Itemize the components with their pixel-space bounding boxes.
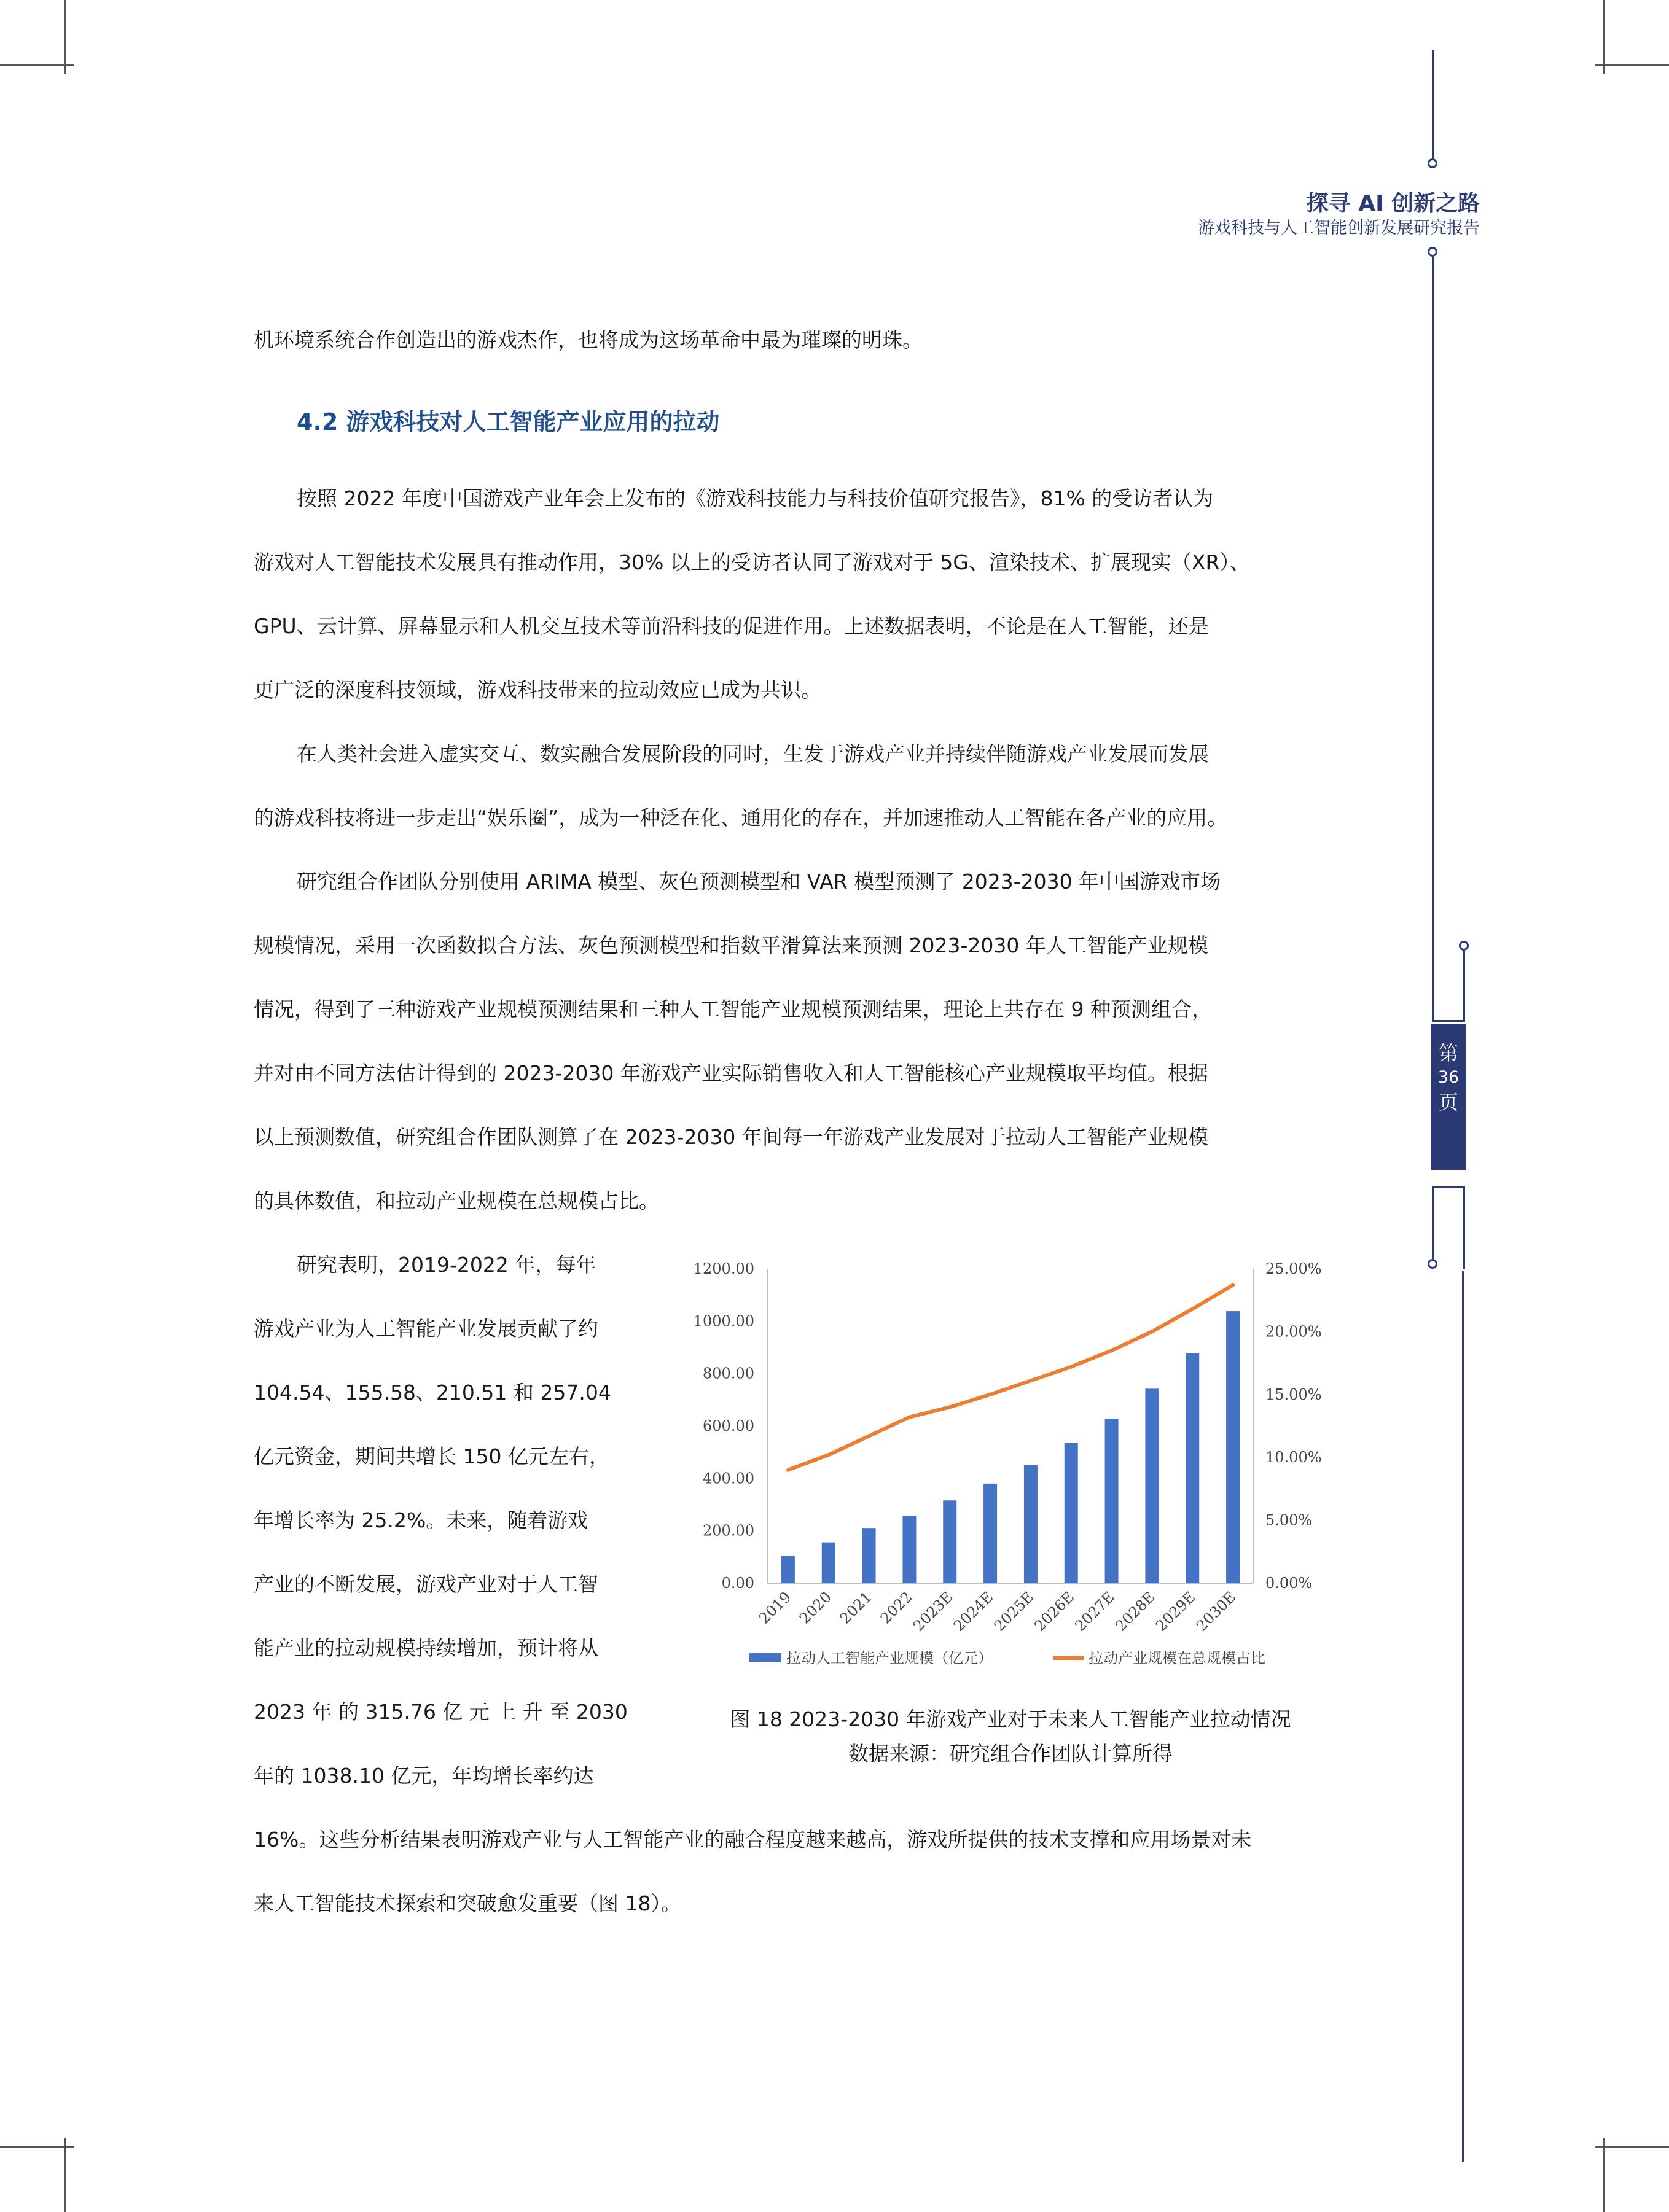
y-left-tick-label: 0.00 [721, 1575, 754, 1592]
bar [1065, 1443, 1078, 1583]
legend-label-line: 拉动产业规模在总规模占比 [1089, 1649, 1265, 1667]
paragraph-line: 并对由不同方法估计得到的 2023-2030 年游戏产业实际销售收入和人工智能核心产业规模取平均值。根据 [254, 1061, 1208, 1085]
paragraph-line: 情况，得到了三种游戏产业规模预测结果和三种人工智能产业规模预测结果，理论上共存在 9 种预测组合， [254, 997, 1212, 1021]
page-label-bottom: 页 [1438, 1091, 1458, 1114]
bar [781, 1556, 795, 1583]
paragraph-line: 16%。这些分析结果表明游戏产业与人工智能产业的融合程度越来越高，游戏所提供的技术支撑和应用场景对未 [254, 1828, 1252, 1852]
x-tick-label: 2022 [877, 1588, 916, 1627]
paragraph-line: 104.54、155.58、210.51 和 257.04 [254, 1381, 611, 1404]
paragraph-line: 研究表明，2019-2022 年，每年 [297, 1253, 596, 1277]
paragraph-line: 在人类社会进入虚实交互、数实融合发展阶段的同时，生发于游戏产业并持续伴随游戏产业发展而发展 [297, 742, 1209, 766]
rail-line [1432, 1020, 1465, 1022]
paragraph-line: 亿元资金，期间共增长 150 亿元左右， [254, 1444, 609, 1468]
x-tick-label: 2023E [910, 1588, 956, 1635]
crop-mark [64, 2138, 66, 2212]
paragraph-line: 能产业的拉动规模持续增加，预计将从 [254, 1636, 598, 1660]
crop-mark [64, 0, 66, 74]
y-left-tick-label: 1000.00 [693, 1312, 754, 1330]
x-tick-label: 2026E [1031, 1588, 1077, 1635]
x-tick-label: 2029E [1152, 1588, 1199, 1635]
y-left-tick-label: 600.00 [703, 1417, 754, 1435]
bar [1186, 1353, 1199, 1583]
rail-node [1459, 941, 1469, 951]
paragraph-line: 按照 2022 年度中国游戏产业年会上发布的《游戏科技能力与科技价值研究报告》，81% 的受访者认为 [297, 486, 1214, 510]
paragraph-line: 规模情况，采用一次函数拟合方法、灰色预测模型和指数平滑算法来预测 2023-2030 年人工智能产业规模 [254, 933, 1208, 957]
x-tick-label: 2019 [756, 1588, 795, 1627]
crop-mark [0, 64, 74, 66]
crop-mark [0, 2146, 74, 2148]
combo-chart [676, 1247, 1364, 1689]
bar [862, 1528, 876, 1583]
y-right-tick-label: 15.00% [1265, 1385, 1322, 1403]
bar [943, 1500, 956, 1583]
paragraph-line: 产业的不断发展，游戏产业对于人工智 [254, 1572, 598, 1596]
bar [902, 1516, 916, 1583]
y-left-tick-label: 800.00 [703, 1365, 754, 1382]
paragraph-line: 年的 1038.10 亿元，年均增长率约达 [254, 1764, 594, 1788]
figure-caption: 图 18 2023-2030 年游戏产业对于未来人工智能产业拉动情况 [730, 1707, 1291, 1731]
crop-mark [1603, 0, 1605, 74]
y-left-tick-label: 1200.00 [693, 1260, 754, 1277]
bar [983, 1484, 997, 1583]
rail-node [1428, 158, 1437, 168]
rail-line [1463, 1186, 1465, 1269]
y-right-tick-label: 20.00% [1265, 1323, 1322, 1341]
section-heading: 4.2 游戏科技对人工智能产业应用的拉动 [297, 408, 720, 435]
bar [1145, 1388, 1159, 1583]
y-right-tick-label: 25.00% [1265, 1260, 1322, 1277]
x-tick-label: 2024E [950, 1588, 997, 1635]
paragraph-line: 年增长率为 25.2%。未来，随着游戏 [254, 1508, 588, 1532]
bar [1105, 1419, 1119, 1583]
y-right-tick-label: 5.00% [1265, 1511, 1313, 1529]
rail-line [1432, 50, 1434, 164]
rail-line [1432, 1186, 1434, 1261]
y-right-tick-label: 0.00% [1265, 1575, 1313, 1592]
line-series [788, 1285, 1233, 1470]
y-left-tick-label: 200.00 [703, 1522, 754, 1540]
paragraph-line: 来人工智能技术探索和突破愈发重要（图 18）。 [254, 1891, 681, 1915]
y-right-tick-label: 10.00% [1265, 1449, 1322, 1466]
x-tick-label: 2030E [1192, 1588, 1240, 1635]
legend-swatch-bar [749, 1653, 781, 1662]
rail-line [1432, 257, 1434, 1021]
paragraph-line: 的具体数值，和拉动产业规模在总规模占比。 [254, 1189, 659, 1213]
legend-label-bar: 拉动人工智能产业规模（亿元） [786, 1649, 993, 1667]
series-line [788, 1285, 1233, 1470]
paragraph-line: 更广泛的深度科技领域，游戏科技带来的拉动效应已成为共识。 [254, 678, 821, 702]
x-tick-label: 2027E [1071, 1588, 1118, 1635]
paragraph-line: 游戏对人工智能技术发展具有推动作用，30% 以上的受访者认同了游戏对于 5G、渲染技术、扩展现实（XR）、 [254, 550, 1250, 574]
paragraph-line: 游戏产业为人工智能产业发展贡献了约 [254, 1317, 598, 1341]
paragraph-line: GPU、云计算、屏幕显示和人机交互技术等前沿科技的促进作用。上述数据表明，不论是在人工智能，还是 [254, 614, 1209, 638]
rail-line [1462, 1271, 1464, 2162]
paragraph-line: 2023 年 的 315.76 亿 元 上 升 至 2030 [254, 1700, 628, 1724]
crop-mark [1595, 2146, 1669, 2148]
figure-source: 数据来源：研究组合作团队计算所得 [848, 1742, 1173, 1766]
y-left-tick-label: 400.00 [703, 1470, 754, 1487]
crop-mark [1603, 2138, 1605, 2212]
intro-line: 机环境系统合作创造出的游戏杰作，也将成为这场革命中最为璀璨的明珠。 [254, 328, 923, 352]
page-number: 36 [1437, 1068, 1460, 1087]
paragraph-line: 的游戏科技将进一步走出“娱乐圈”，成为一种泛在化、通用化的存在，并加速推动人工智能在各产业的应用。 [254, 806, 1228, 830]
chart-legend [749, 1649, 1265, 1667]
paragraph-line: 研究组合作团队分别使用 ARIMA 模型、灰色预测模型和 VAR 模型预测了 2023-2030 年中国游戏市场 [297, 870, 1221, 894]
x-tick-label: 2025E [990, 1588, 1038, 1635]
bar-series [781, 1311, 1240, 1583]
paragraph-line: 以上预测数值，研究组合作团队测算了在 2023-2030 年间每一年游戏产业发展对于拉动人工智能产业规模 [254, 1125, 1208, 1149]
rail-line [1432, 1186, 1465, 1188]
rail-node [1428, 247, 1437, 257]
report-subtitle: 游戏科技与人工智能创新发展研究报告 [1198, 219, 1480, 238]
bar [1226, 1311, 1240, 1583]
page-label-top: 第 [1438, 1042, 1458, 1065]
x-tick-label: 2020 [796, 1588, 835, 1627]
rail-line [1463, 951, 1465, 1022]
crop-mark [1595, 64, 1669, 66]
report-series-title: 探寻 AI 创新之路 [1306, 191, 1480, 216]
x-tick-label: 2021 [836, 1588, 875, 1627]
bar [822, 1543, 835, 1583]
rail-node [1428, 1259, 1437, 1269]
page-number-tab [1431, 1024, 1466, 1170]
bar [1024, 1465, 1038, 1583]
x-tick-label: 2028E [1112, 1588, 1159, 1635]
